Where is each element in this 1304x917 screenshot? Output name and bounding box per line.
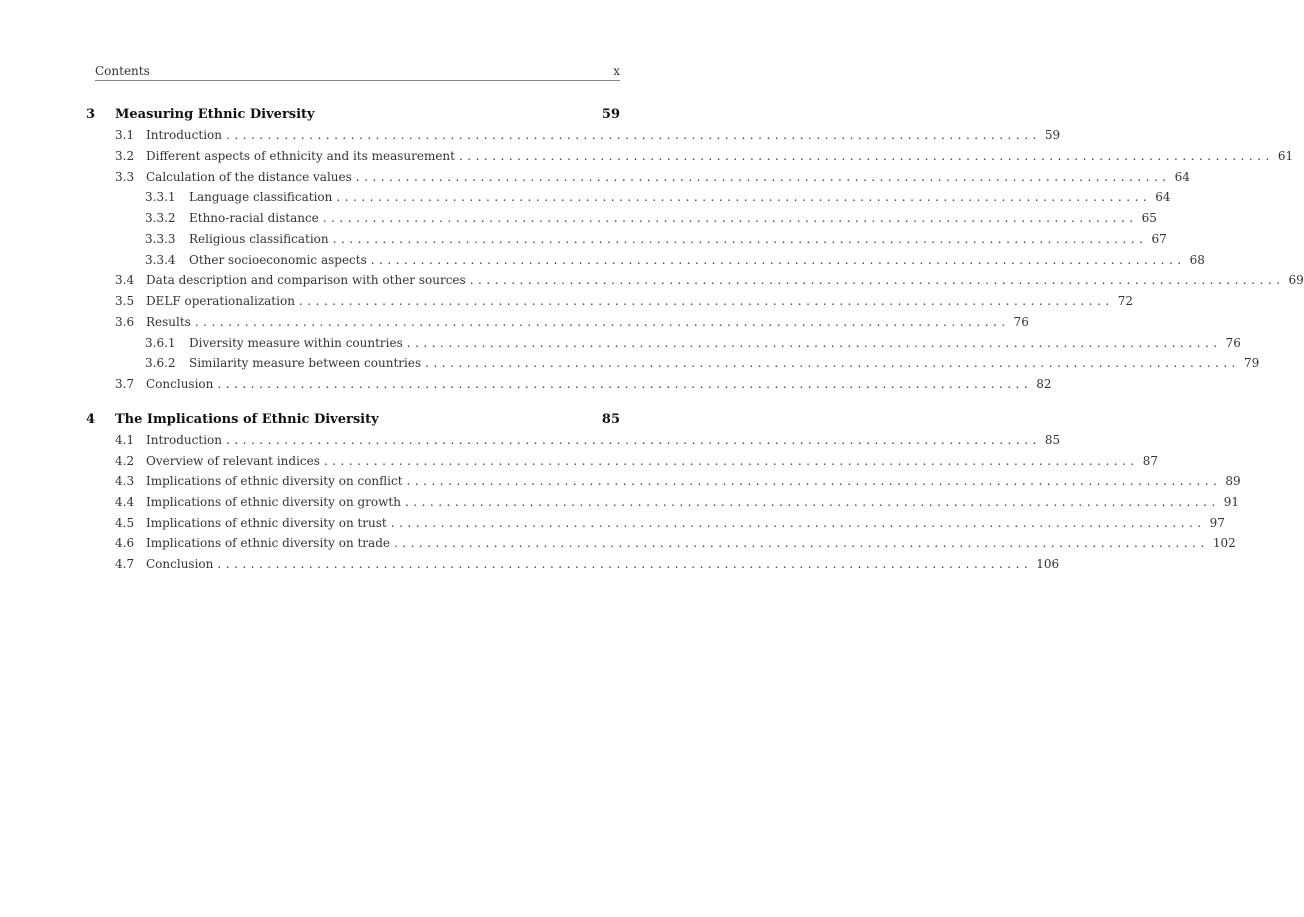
dot-leader: .................................................................................................. <box>458 149 1274 163</box>
entry-page: 65 <box>1141 211 1157 225</box>
dot-leader: .................................................................................................. <box>226 433 1041 447</box>
entry-page: 61 <box>1277 149 1294 163</box>
entry-title: Calculation of the distance values <box>146 170 352 184</box>
dot-leader: .................................................................................................. <box>406 336 1222 350</box>
toc-entry[interactable] <box>115 377 1052 395</box>
entry-page: 87 <box>1142 454 1158 468</box>
entry-number: 3.7 <box>115 377 135 391</box>
toc-entry[interactable] <box>145 253 1205 271</box>
entry-page: 76 <box>1225 336 1241 350</box>
dot-leader: .................................................................................................. <box>194 315 1010 329</box>
toc-entry[interactable] <box>145 336 1241 354</box>
toc-chapter[interactable] <box>86 412 620 432</box>
entry-page: 76 <box>1013 315 1029 329</box>
entry-title: Results <box>146 315 191 329</box>
dot-leader: .................................................................................................. <box>336 190 1152 204</box>
entry-page: 68 <box>1189 253 1205 267</box>
entry-number: 4.6 <box>115 536 135 550</box>
entry-number: 3.3.4 <box>145 253 176 267</box>
toc-entry[interactable] <box>145 190 1171 208</box>
entry-title: Implications of ethnic diversity on growth <box>146 495 401 509</box>
toc-entry[interactable] <box>145 356 1260 374</box>
entry-title: Diversity measure within countries <box>189 336 403 350</box>
dot-leader: .................................................................................................. <box>406 474 1222 488</box>
dot-leader: .................................................................................................. <box>425 356 1240 370</box>
entry-title: Conclusion <box>146 377 214 391</box>
entry-number: 3.2 <box>115 149 135 163</box>
entry-title: Conclusion <box>146 557 214 571</box>
dot-leader: .................................................................................................. <box>469 273 1285 287</box>
entry-number: 3.3.1 <box>145 190 176 204</box>
entry-page: 64 <box>1155 190 1171 204</box>
toc-entry[interactable] <box>115 516 1225 534</box>
entry-page: 97 <box>1209 516 1225 530</box>
entry-page: 102 <box>1212 536 1236 550</box>
running-header <box>95 64 620 81</box>
chapter-number: 3 <box>86 107 96 122</box>
entry-number: 3.1 <box>115 128 135 142</box>
entry-page: 64 <box>1174 170 1190 184</box>
entry-number: 4.3 <box>115 474 135 488</box>
entry-title: Ethno-racial distance <box>189 211 319 225</box>
dot-leader: .................................................................................................. <box>226 128 1041 142</box>
entry-number: 4.7 <box>115 557 135 571</box>
toc-entry[interactable] <box>115 557 1060 575</box>
entry-page: 59 <box>1044 128 1061 142</box>
entry-page: 79 <box>1243 356 1260 370</box>
toc-entry[interactable] <box>115 454 1158 472</box>
chapter-page: 59 <box>601 107 620 122</box>
entry-title: Religious classification <box>189 232 329 246</box>
toc-entry[interactable] <box>145 232 1167 250</box>
header-title: Contents <box>95 64 150 78</box>
entry-page: 82 <box>1036 377 1052 391</box>
chapter-page: 85 <box>601 412 620 427</box>
dot-leader: .................................................................................................. <box>323 454 1139 468</box>
entry-title: Implications of ethnic diversity on trust <box>146 516 387 530</box>
entry-number: 3.3.2 <box>145 211 176 225</box>
entry-page: 72 <box>1117 294 1134 308</box>
entry-number: 3.5 <box>115 294 135 308</box>
header-page-number: x <box>613 64 620 78</box>
toc-entry[interactable] <box>145 211 1157 229</box>
entry-page: 89 <box>1225 474 1241 488</box>
chapter-title: Measuring Ethnic Diversity <box>115 107 315 122</box>
entry-title: Overview of relevant indices <box>146 454 320 468</box>
entry-number: 4.4 <box>115 495 135 509</box>
dot-leader: .................................................................................................. <box>298 294 1114 308</box>
toc-entry[interactable] <box>115 149 1294 167</box>
entry-title: Implications of ethnic diversity on trade <box>146 536 390 550</box>
toc-entry[interactable] <box>115 536 1236 554</box>
toc-entry[interactable] <box>115 495 1240 513</box>
entry-title: Similarity measure between countries <box>189 356 422 370</box>
toc-entry[interactable] <box>115 170 1190 188</box>
entry-page: 67 <box>1151 232 1167 246</box>
entry-number: 3.6.1 <box>145 336 176 350</box>
toc-entry[interactable] <box>115 273 1304 291</box>
entry-title: Other socioeconomic aspects <box>189 253 367 267</box>
entry-number: 4.1 <box>115 433 135 447</box>
dot-leader: .................................................................................................. <box>404 495 1220 509</box>
entry-page: 106 <box>1036 557 1060 571</box>
dot-leader: .................................................................................................. <box>390 516 1206 530</box>
entry-number: 4.5 <box>115 516 135 530</box>
entry-title: DELF operationalization <box>146 294 295 308</box>
dot-leader: .................................................................................................. <box>355 170 1171 184</box>
dot-leader: .................................................................................................. <box>217 377 1033 391</box>
entry-page: 85 <box>1044 433 1061 447</box>
entry-title: Data description and comparison with other sources <box>146 273 466 287</box>
entry-number: 3.3 <box>115 170 135 184</box>
entry-number: 3.6.2 <box>145 356 176 370</box>
dot-leader: .................................................................................................. <box>332 232 1148 246</box>
toc-chapter[interactable] <box>86 107 620 127</box>
toc-entry[interactable] <box>115 474 1241 492</box>
toc-entry[interactable] <box>115 433 1061 451</box>
dot-leader: .................................................................................................. <box>393 536 1209 550</box>
entry-title: Introduction <box>146 128 222 142</box>
entry-title: Language classification <box>189 190 333 204</box>
entry-page: 69 <box>1288 273 1304 287</box>
entry-title: Introduction <box>146 433 222 447</box>
dot-leader: .................................................................................................. <box>217 557 1033 571</box>
entry-number: 4.2 <box>115 454 135 468</box>
chapter-title: The Implications of Ethnic Diversity <box>115 412 379 427</box>
entry-title: Different aspects of ethnicity and its measurement <box>146 149 455 163</box>
toc-entry[interactable] <box>115 128 1061 146</box>
entry-title: Implications of ethnic diversity on conflict <box>146 474 403 488</box>
entry-number: 3.6 <box>115 315 135 329</box>
dot-leader: .................................................................................................. <box>322 211 1138 225</box>
chapter-number: 4 <box>86 412 96 427</box>
dot-leader: .................................................................................................. <box>370 253 1186 267</box>
entry-page: 91 <box>1223 495 1240 509</box>
toc-entry[interactable] <box>115 315 1029 333</box>
entry-number: 3.3.3 <box>145 232 176 246</box>
entry-number: 3.4 <box>115 273 135 287</box>
toc-entry[interactable] <box>115 294 1134 312</box>
